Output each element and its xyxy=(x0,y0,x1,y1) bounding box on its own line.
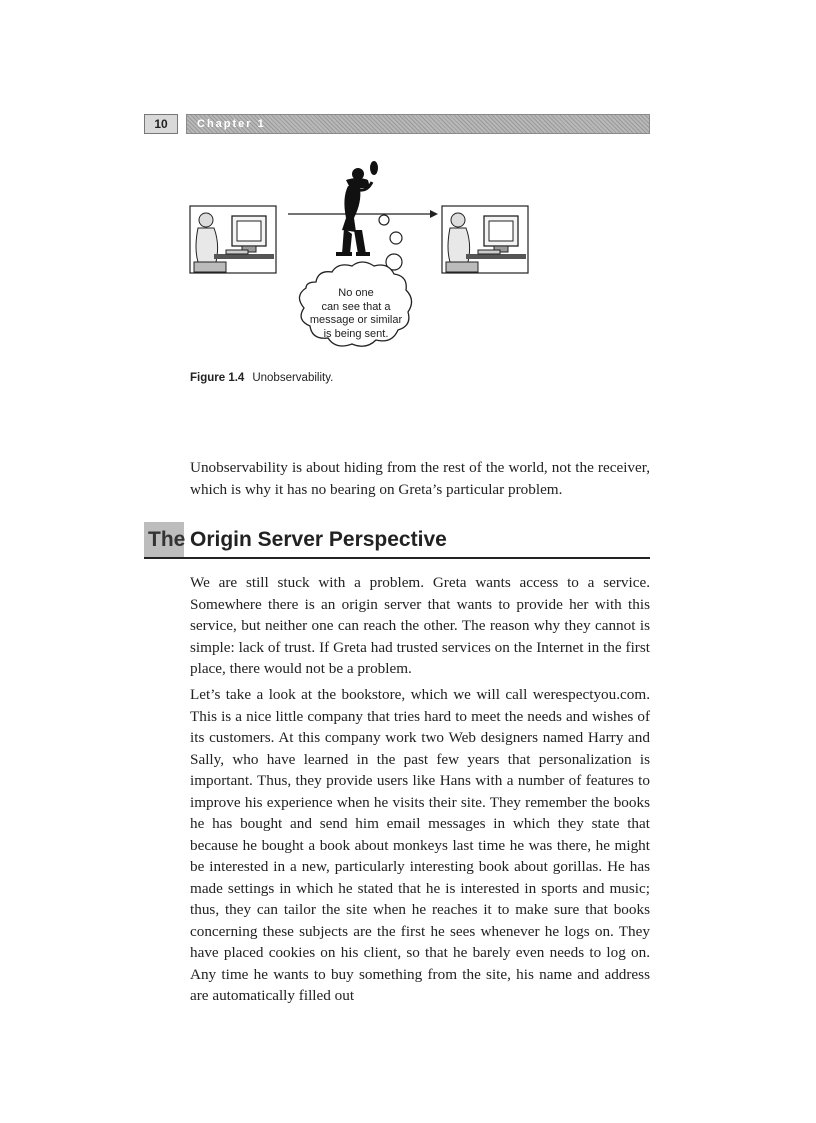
unobservability-figure xyxy=(186,158,546,388)
right-computer-user-illustration xyxy=(442,206,528,273)
body-paragraph: We are still stuck with a problem. Greta wants access to a service. Somewhere there is an origin server that wants to provide her with this service, but neither one can reach the other. The reason why they cannot is simple: lack of trust. If Greta had trusted services on the Internet in the first place, there would not be a problem. xyxy=(190,574,650,677)
observer-silhouette xyxy=(336,161,378,256)
section-rule xyxy=(144,557,650,559)
body-paragraph: Unobservability is about hiding from the rest of the world, not the receiver, which is why it has no bearing on Greta’s particular problem. xyxy=(190,459,650,498)
section-title: Origin Server Perspective xyxy=(190,528,447,551)
left-computer-user-illustration xyxy=(190,206,276,273)
message-arrow xyxy=(288,210,438,218)
thought-dot-medium xyxy=(390,232,402,244)
bubble-line: can see that a xyxy=(321,300,391,313)
figure-caption-label: Figure 1.4 xyxy=(190,372,245,384)
bubble-line: is being sent. xyxy=(323,327,389,340)
chapter-label: Chapter 1 xyxy=(197,118,266,130)
figure-caption-text: Unobservability. xyxy=(252,372,334,384)
thought-bubble-text xyxy=(296,287,416,341)
bubble-line: No one xyxy=(338,287,374,299)
body-paragraph: Let’s take a look at the bookstore, which we will call werespectyou.com. This is a nice little company that tries hard to meet the needs and wishes of its customers. At this company work two Web designers named Harry and Sally, who have learned in the past few years that personalization is important. Thus, they provide users like Hans with a number of features to improve his experience when he visits their site. They remember the books he has bought and send him email messages in which they state that because he bought a book about monkeys last time he was there, he might be interested in a new, particularly interesting book about gorillas. He has made settings in which he stated that he is interested in sports and music; thus, they can tailor the site when he reaches it to make sure that books concerning these subjects are the first he sees whenever he logs on. They have placed cookies on his client, so that he barely even needs to log on. Any time he wants to buy something from the site, his name and address are automatically filled out xyxy=(190,686,650,1004)
thought-dot-small xyxy=(379,215,389,225)
chapter-header-bar xyxy=(186,114,650,134)
section-number: The xyxy=(148,528,186,551)
bubble-line: message or similar xyxy=(309,314,403,326)
figure-caption xyxy=(190,372,333,384)
page-number: 10 xyxy=(144,114,178,134)
